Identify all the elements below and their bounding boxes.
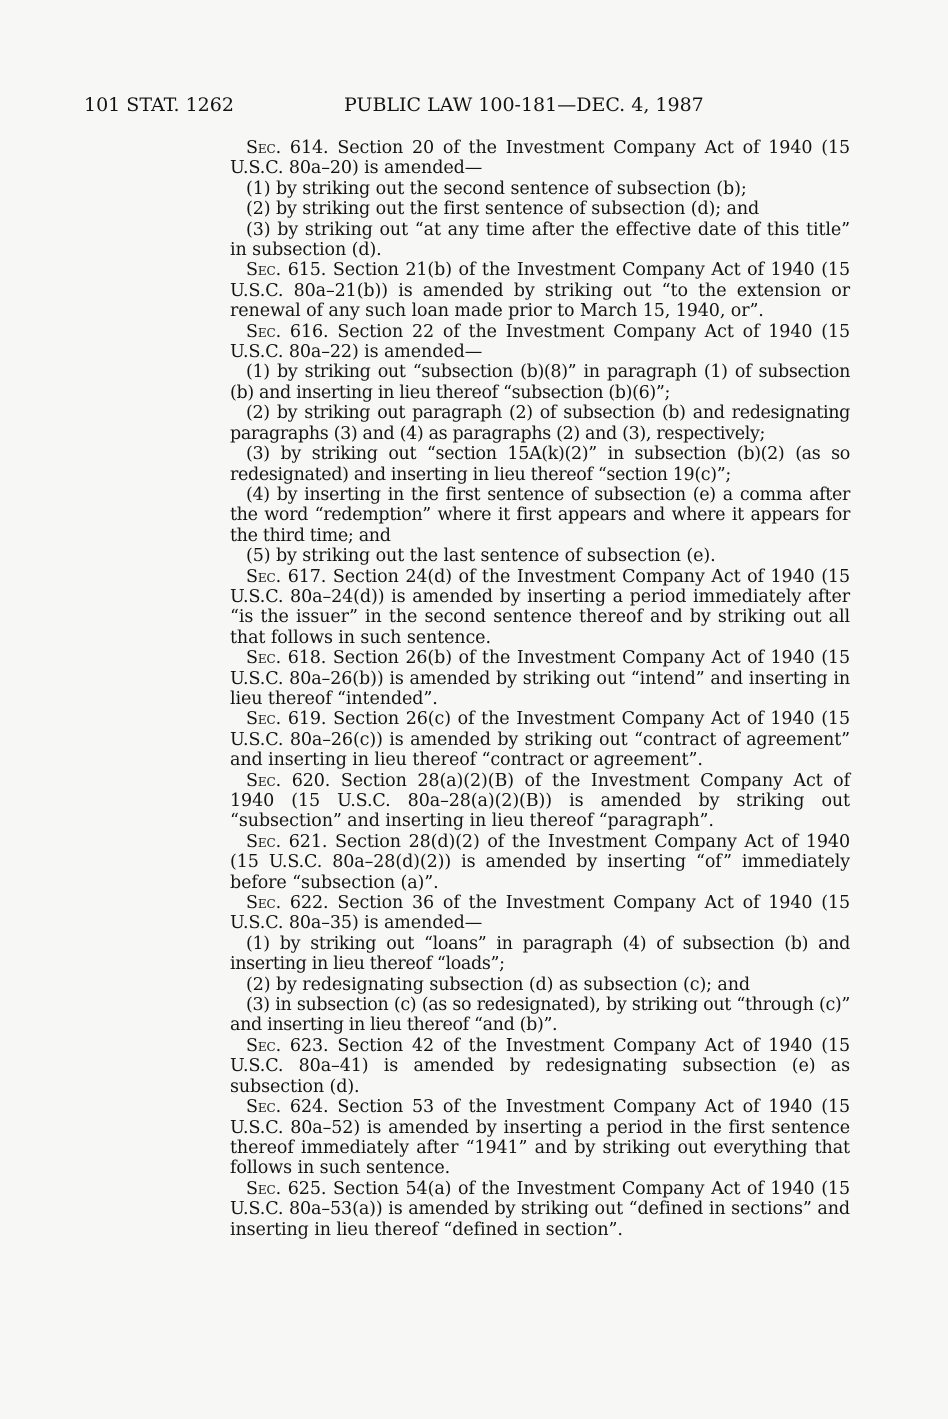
section-paragraph — [230, 1179, 850, 1240]
amendment-item: (1) by striking out “loans” in paragraph (4) of subsection (b) and inserting in lieu thereof “loads”; — [230, 933, 850, 975]
section-text: Section 54(a) of the Investment Company Act of 1940 (15 U.S.C. 80a–53(a)) is amended by striking out “defined in sections” and inserting in lieu thereof “defined in section”. — [230, 1178, 850, 1240]
section-label: Sec. — [246, 893, 282, 914]
stat-citation: 101 STAT. 1262 — [84, 94, 234, 116]
section-number: 617. — [287, 566, 327, 587]
amendment-item: (3) by striking out “section 15A(k)(2)” in subsection (b)(2) (as so redesignated) and inserting in lieu thereof “section 19(c)”; — [230, 444, 850, 485]
section-number: 625. — [287, 1178, 327, 1199]
section-text: Section 22 of the Investment Company Act of 1940 (15 U.S.C. 80a–22) is amended— — [230, 321, 851, 363]
section-paragraph — [230, 771, 850, 832]
section-paragraph — [230, 322, 850, 363]
section-paragraph — [230, 709, 850, 770]
section-text: Section 26(c) of the Investment Company Act of 1940 (15 U.S.C. 80a–26(c)) is amended by striking out “contract of agreement” and inserting in lieu thereof “contract or agreement”. — [230, 709, 851, 771]
amendment-item: (1) by striking out the second sentence of subsection (b); — [246, 178, 747, 199]
section-paragraph — [230, 138, 850, 179]
section-label: Sec. — [246, 1035, 282, 1056]
section-text: Section 53 of the Investment Company Act of 1940 (15 U.S.C. 80a–52) is amended by inserting a period in the first sentence thereof immediately after “1941” and by striking out everything that follows in such sentence. — [230, 1097, 851, 1179]
section-label: Sec. — [246, 260, 282, 281]
section-number: 624. — [289, 1097, 329, 1118]
section-paragraph — [230, 1097, 850, 1179]
section-label: Sec. — [246, 709, 282, 730]
section-paragraph — [230, 648, 850, 709]
section-text: Section 20 of the Investment Company Act of 1940 (15 U.S.C. 80a–20) is amended— — [230, 138, 851, 179]
section-label: Sec. — [246, 831, 282, 852]
section-label: Sec. — [246, 1178, 282, 1199]
amendment-item: (5) by striking out the last sentence of subsection (e). — [246, 546, 716, 567]
section-label: Sec. — [246, 1097, 282, 1118]
amendment-item: (1) by striking out “subsection (b)(8)” in paragraph (1) of subsection (b) and inserting in lieu thereof “subsection (b)(6)”; — [230, 362, 850, 403]
section-paragraph — [230, 260, 850, 321]
section-label: Sec. — [246, 138, 282, 158]
public-law-title: PUBLIC LAW 100-181—DEC. 4, 1987 — [344, 94, 704, 116]
section-text: Section 28(a)(2)(B) of the Investment Company Act of 1940 (15 U.S.C. 80a–28(a)(2)(B)) is amended by striking out “subsection” and inserting in lieu thereof “paragraph”. — [230, 770, 850, 832]
section-text: Section 36 of the Investment Company Act of 1940 (15 U.S.C. 80a–35) is amended— — [230, 893, 851, 934]
section-paragraph — [230, 893, 850, 934]
document-body — [230, 138, 850, 1240]
section-paragraph — [230, 832, 850, 893]
section-number: 614. — [289, 138, 329, 158]
section-paragraph — [230, 567, 850, 649]
section-number: 620. — [291, 770, 331, 791]
amendment-item: (3) by striking out “at any time after the effective date of this title” in subsection (d). — [230, 219, 850, 261]
section-number: 622. — [289, 893, 329, 914]
section-label: Sec. — [246, 321, 282, 342]
section-label: Sec. — [246, 770, 282, 791]
section-number: 616. — [289, 321, 329, 342]
section-number: 621. — [288, 831, 328, 852]
section-label: Sec. — [246, 566, 282, 587]
section-number: 623. — [289, 1035, 329, 1056]
amendment-item: (2) by striking out the first sentence of subsection (d); and — [246, 199, 760, 220]
section-text: Section 42 of the Investment Company Act of 1940 (15 U.S.C. 80a–41) is amended by redesignating subsection (e) as subsection (d). — [230, 1035, 851, 1097]
amendment-item: (2) by redesignating subsection (d) as subsection (c); and — [246, 974, 751, 995]
amendment-item: (4) by inserting in the first sentence of subsection (e) a comma after the word “redemption” where it first appears and where it appears for the third time; and — [230, 484, 850, 546]
section-text: Section 28(d)(2) of the Investment Company Act of 1940 (15 U.S.C. 80a–28(d)(2)) is amended by inserting “of” immediately before “subsection (a)”. — [230, 831, 850, 893]
amendment-item: (2) by striking out paragraph (2) of subsection (b) and redesignating paragraphs (3) and (4) as paragraphs (2) and (3), respectively; — [230, 403, 850, 444]
section-number: 619. — [287, 709, 327, 730]
section-paragraph — [230, 1036, 850, 1097]
page-header — [84, 92, 804, 118]
section-label: Sec. — [246, 648, 282, 669]
section-text: Section 21(b) of the Investment Company Act of 1940 (15 U.S.C. 80a–21(b)) is amended by striking out “to the extension or renewal of any such loan made prior to March 15, 1940, or”. — [230, 260, 851, 322]
section-text: Section 26(b) of the Investment Company Act of 1940 (15 U.S.C. 80a–26(b)) is amended by striking out “intend” and inserting in lieu thereof “intended”. — [230, 648, 851, 709]
section-number: 615. — [287, 260, 327, 281]
section-number: 618. — [287, 648, 327, 669]
section-text: Section 24(d) of the Investment Company Act of 1940 (15 U.S.C. 80a–24(d)) is amended by inserting a period immediately after “is the issuer” in the second sentence thereof and by striking out all that follows in such sentence. — [230, 566, 851, 648]
amendment-item: (3) in subsection (c) (as so redesignated), by striking out “through (c)” and inserting in lieu thereof “and (b)”. — [230, 995, 850, 1036]
